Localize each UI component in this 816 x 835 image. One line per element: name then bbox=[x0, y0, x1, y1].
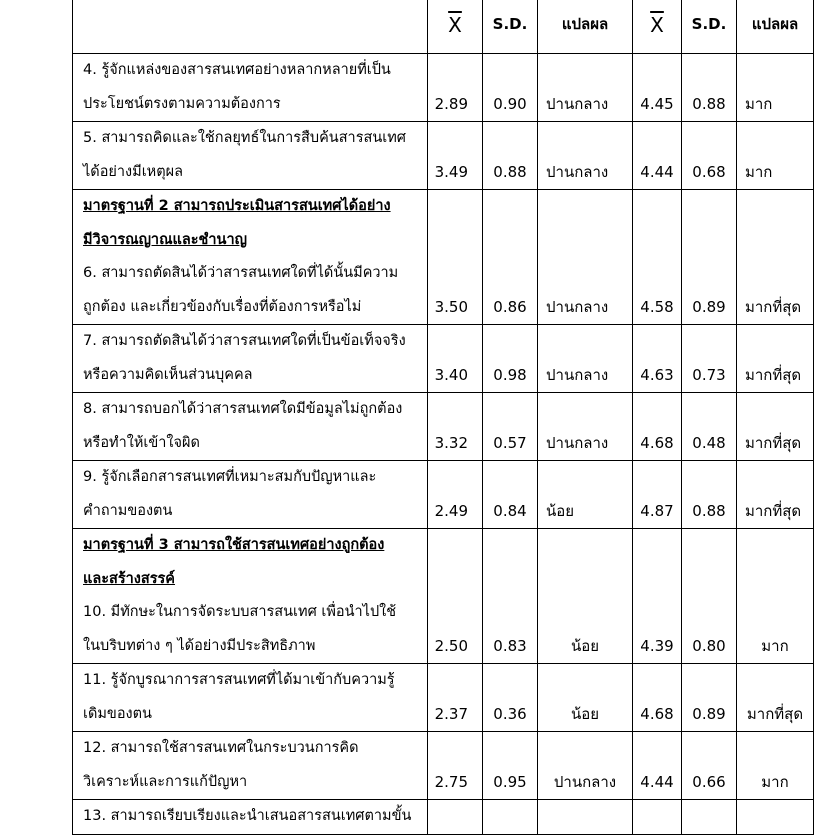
before-sd-value: 0.95 bbox=[483, 732, 538, 800]
before-interp-value: น้อย bbox=[538, 461, 633, 529]
before-sd-value: 0.86 bbox=[483, 190, 538, 325]
item-text-line: ได้อย่างมีเหตุผล bbox=[83, 163, 184, 180]
before-sd-value bbox=[483, 800, 538, 835]
section-heading: มีวิจารณญาณและชำนาญ bbox=[83, 231, 247, 248]
after-sd-value: 0.68 bbox=[682, 122, 737, 190]
before-interp-value: น้อย bbox=[538, 664, 633, 732]
after-sd-value: 0.48 bbox=[682, 393, 737, 461]
before-interp-value: น้อย bbox=[538, 529, 633, 664]
before-mean-value: 2.37 bbox=[428, 664, 483, 732]
before-mean-value: 3.32 bbox=[428, 393, 483, 461]
after-interp-value: มากที่สุด bbox=[737, 461, 814, 529]
item-text-line: 7. สามารถตัดสินได้ว่าสารสนเทศใดที่เป็นข้อเท็จจริง bbox=[83, 333, 406, 349]
section-row bbox=[73, 529, 814, 664]
after-interp-value: มาก bbox=[737, 54, 814, 122]
after-mean-value: 4.87 bbox=[633, 461, 682, 529]
item-text-line: ประโยชน์ตรงตามความต้องการ bbox=[83, 95, 281, 112]
item-description bbox=[73, 529, 428, 664]
section-row bbox=[73, 190, 814, 325]
item-text-line: วิเคราะห์และการแก้ปัญหา bbox=[83, 773, 248, 790]
after-mean-value: 4.39 bbox=[633, 529, 682, 664]
item-description bbox=[73, 54, 428, 122]
table-row bbox=[73, 325, 814, 393]
item-text-line: หรือทำให้เข้าใจผิด bbox=[83, 434, 200, 451]
after-interp-value: มากที่สุด bbox=[737, 664, 814, 732]
item-text-line: 4. รู้จักแหล่งของสารสนเทศอย่างหลากหลายที่เป็น bbox=[83, 62, 391, 78]
after-interp-value: มาก bbox=[737, 529, 814, 664]
before-interp-header: แปลผล bbox=[538, 0, 633, 54]
before-mean-header: $\overline{X}$ bbox=[428, 0, 483, 54]
after-mean-value bbox=[633, 800, 682, 835]
item-text-line: หรือความคิดเห็นส่วนบุคคล bbox=[83, 366, 253, 383]
results-table bbox=[72, 0, 814, 835]
before-mean-value: 3.49 bbox=[428, 122, 483, 190]
table-row bbox=[73, 800, 814, 835]
item-text-line: 6. สามารถตัดสินได้ว่าสารสนเทศใดที่ได้นั้นมีความ bbox=[83, 265, 399, 281]
item-description bbox=[73, 664, 428, 732]
before-sd-value: 0.88 bbox=[483, 122, 538, 190]
after-sd-value: 0.89 bbox=[682, 664, 737, 732]
item-text-line: 9. รู้จักเลือกสารสนเทศที่เหมาะสมกับปัญหาและ bbox=[83, 469, 377, 485]
item-description bbox=[73, 800, 428, 835]
after-mean-value: 4.68 bbox=[633, 393, 682, 461]
table-row bbox=[73, 664, 814, 732]
before-sd-value: 0.98 bbox=[483, 325, 538, 393]
section-heading: มาตรฐานที่ 2 สามารถประเมินสารสนเทศได้อย่าง bbox=[83, 198, 391, 214]
item-text-line: 5. สามารถคิดและใช้กลยุทธ์ในการสืบค้นสารสนเทศ bbox=[83, 130, 406, 146]
table-row bbox=[73, 393, 814, 461]
item-text-line: 10. มีทักษะในการจัดระบบสารสนเทศ เพื่อนำไปใช้ bbox=[83, 604, 397, 620]
before-mean-value: 2.50 bbox=[428, 529, 483, 664]
before-interp-value: ปานกลาง bbox=[538, 393, 633, 461]
after-interp-header: แปลผล bbox=[737, 0, 814, 54]
before-mean-value: 3.50 bbox=[428, 190, 483, 325]
before-sd-value: 0.84 bbox=[483, 461, 538, 529]
item-description bbox=[73, 122, 428, 190]
item-text-line: 8. สามารถบอกได้ว่าสารสนเทศใดมีข้อมูลไม่ถูกต้อง bbox=[83, 401, 403, 417]
item-text-line: เดิมของตน bbox=[83, 705, 152, 722]
before-sd-value: 0.36 bbox=[483, 664, 538, 732]
before-sd-value: 0.90 bbox=[483, 54, 538, 122]
before-mean-value: 2.75 bbox=[428, 732, 483, 800]
after-mean-header: $\overline{X}$ bbox=[633, 0, 682, 54]
section-heading: และสร้างสรรค์ bbox=[83, 570, 176, 587]
after-sd-header: S.D. bbox=[682, 0, 737, 54]
after-interp-value: มากที่สุด bbox=[737, 190, 814, 325]
after-sd-value: 0.88 bbox=[682, 54, 737, 122]
after-sd-value: 0.73 bbox=[682, 325, 737, 393]
item-text-line: 11. รู้จักบูรณาการสารสนเทศที่ได้มาเข้ากับความรู้ bbox=[83, 672, 395, 688]
after-mean-value: 4.45 bbox=[633, 54, 682, 122]
before-interp-value: ปานกลาง bbox=[538, 325, 633, 393]
item-description bbox=[73, 190, 428, 325]
item-text-line: 12. สามารถใช้สารสนเทศในกระบวนการคิด bbox=[83, 740, 359, 756]
header-row bbox=[73, 0, 814, 54]
before-sd-value: 0.57 bbox=[483, 393, 538, 461]
section-heading: มาตรฐานที่ 3 สามารถใช้สารสนเทศอย่างถูกต้อง bbox=[83, 537, 385, 553]
item-text-line: ในบริบทต่าง ๆ ได้อย่างมีประสิทธิภาพ bbox=[83, 637, 316, 654]
item-description bbox=[73, 461, 428, 529]
before-interp-value bbox=[538, 800, 633, 835]
item-description bbox=[73, 325, 428, 393]
item-description bbox=[73, 732, 428, 800]
before-interp-value: ปานกลาง bbox=[538, 190, 633, 325]
before-interp-value: ปานกลาง bbox=[538, 122, 633, 190]
after-mean-value: 4.63 bbox=[633, 325, 682, 393]
item-header bbox=[73, 0, 428, 54]
after-interp-value: มากที่สุด bbox=[737, 393, 814, 461]
item-text-line: 13. สามารถเรียบเรียงและนำเสนอสารสนเทศตามขั้น bbox=[83, 808, 412, 824]
table-row bbox=[73, 732, 814, 800]
after-interp-value: มาก bbox=[737, 122, 814, 190]
after-sd-value: 0.66 bbox=[682, 732, 737, 800]
before-mean-value bbox=[428, 800, 483, 835]
after-sd-value: 0.80 bbox=[682, 529, 737, 664]
item-text-line: ถูกต้อง และเกี่ยวข้องกับเรื่องที่ต้องการหรือไม่ bbox=[83, 298, 362, 315]
table-row bbox=[73, 461, 814, 529]
after-mean-value: 4.44 bbox=[633, 122, 682, 190]
before-mean-value: 3.40 bbox=[428, 325, 483, 393]
table-row bbox=[73, 54, 814, 122]
before-mean-value: 2.89 bbox=[428, 54, 483, 122]
item-text-line: คำถามของตน bbox=[83, 502, 173, 519]
after-mean-value: 4.58 bbox=[633, 190, 682, 325]
before-sd-header: S.D. bbox=[483, 0, 538, 54]
before-interp-value: ปานกลาง bbox=[538, 732, 633, 800]
after-sd-value: 0.88 bbox=[682, 461, 737, 529]
after-sd-value bbox=[682, 800, 737, 835]
after-sd-value: 0.89 bbox=[682, 190, 737, 325]
after-mean-value: 4.68 bbox=[633, 664, 682, 732]
before-sd-value: 0.83 bbox=[483, 529, 538, 664]
after-interp-value: มาก bbox=[737, 732, 814, 800]
before-interp-value: ปานกลาง bbox=[538, 54, 633, 122]
after-interp-value: มากที่สุด bbox=[737, 325, 814, 393]
before-mean-value: 2.49 bbox=[428, 461, 483, 529]
after-interp-value bbox=[737, 800, 814, 835]
item-description bbox=[73, 393, 428, 461]
table-row bbox=[73, 122, 814, 190]
after-mean-value: 4.44 bbox=[633, 732, 682, 800]
